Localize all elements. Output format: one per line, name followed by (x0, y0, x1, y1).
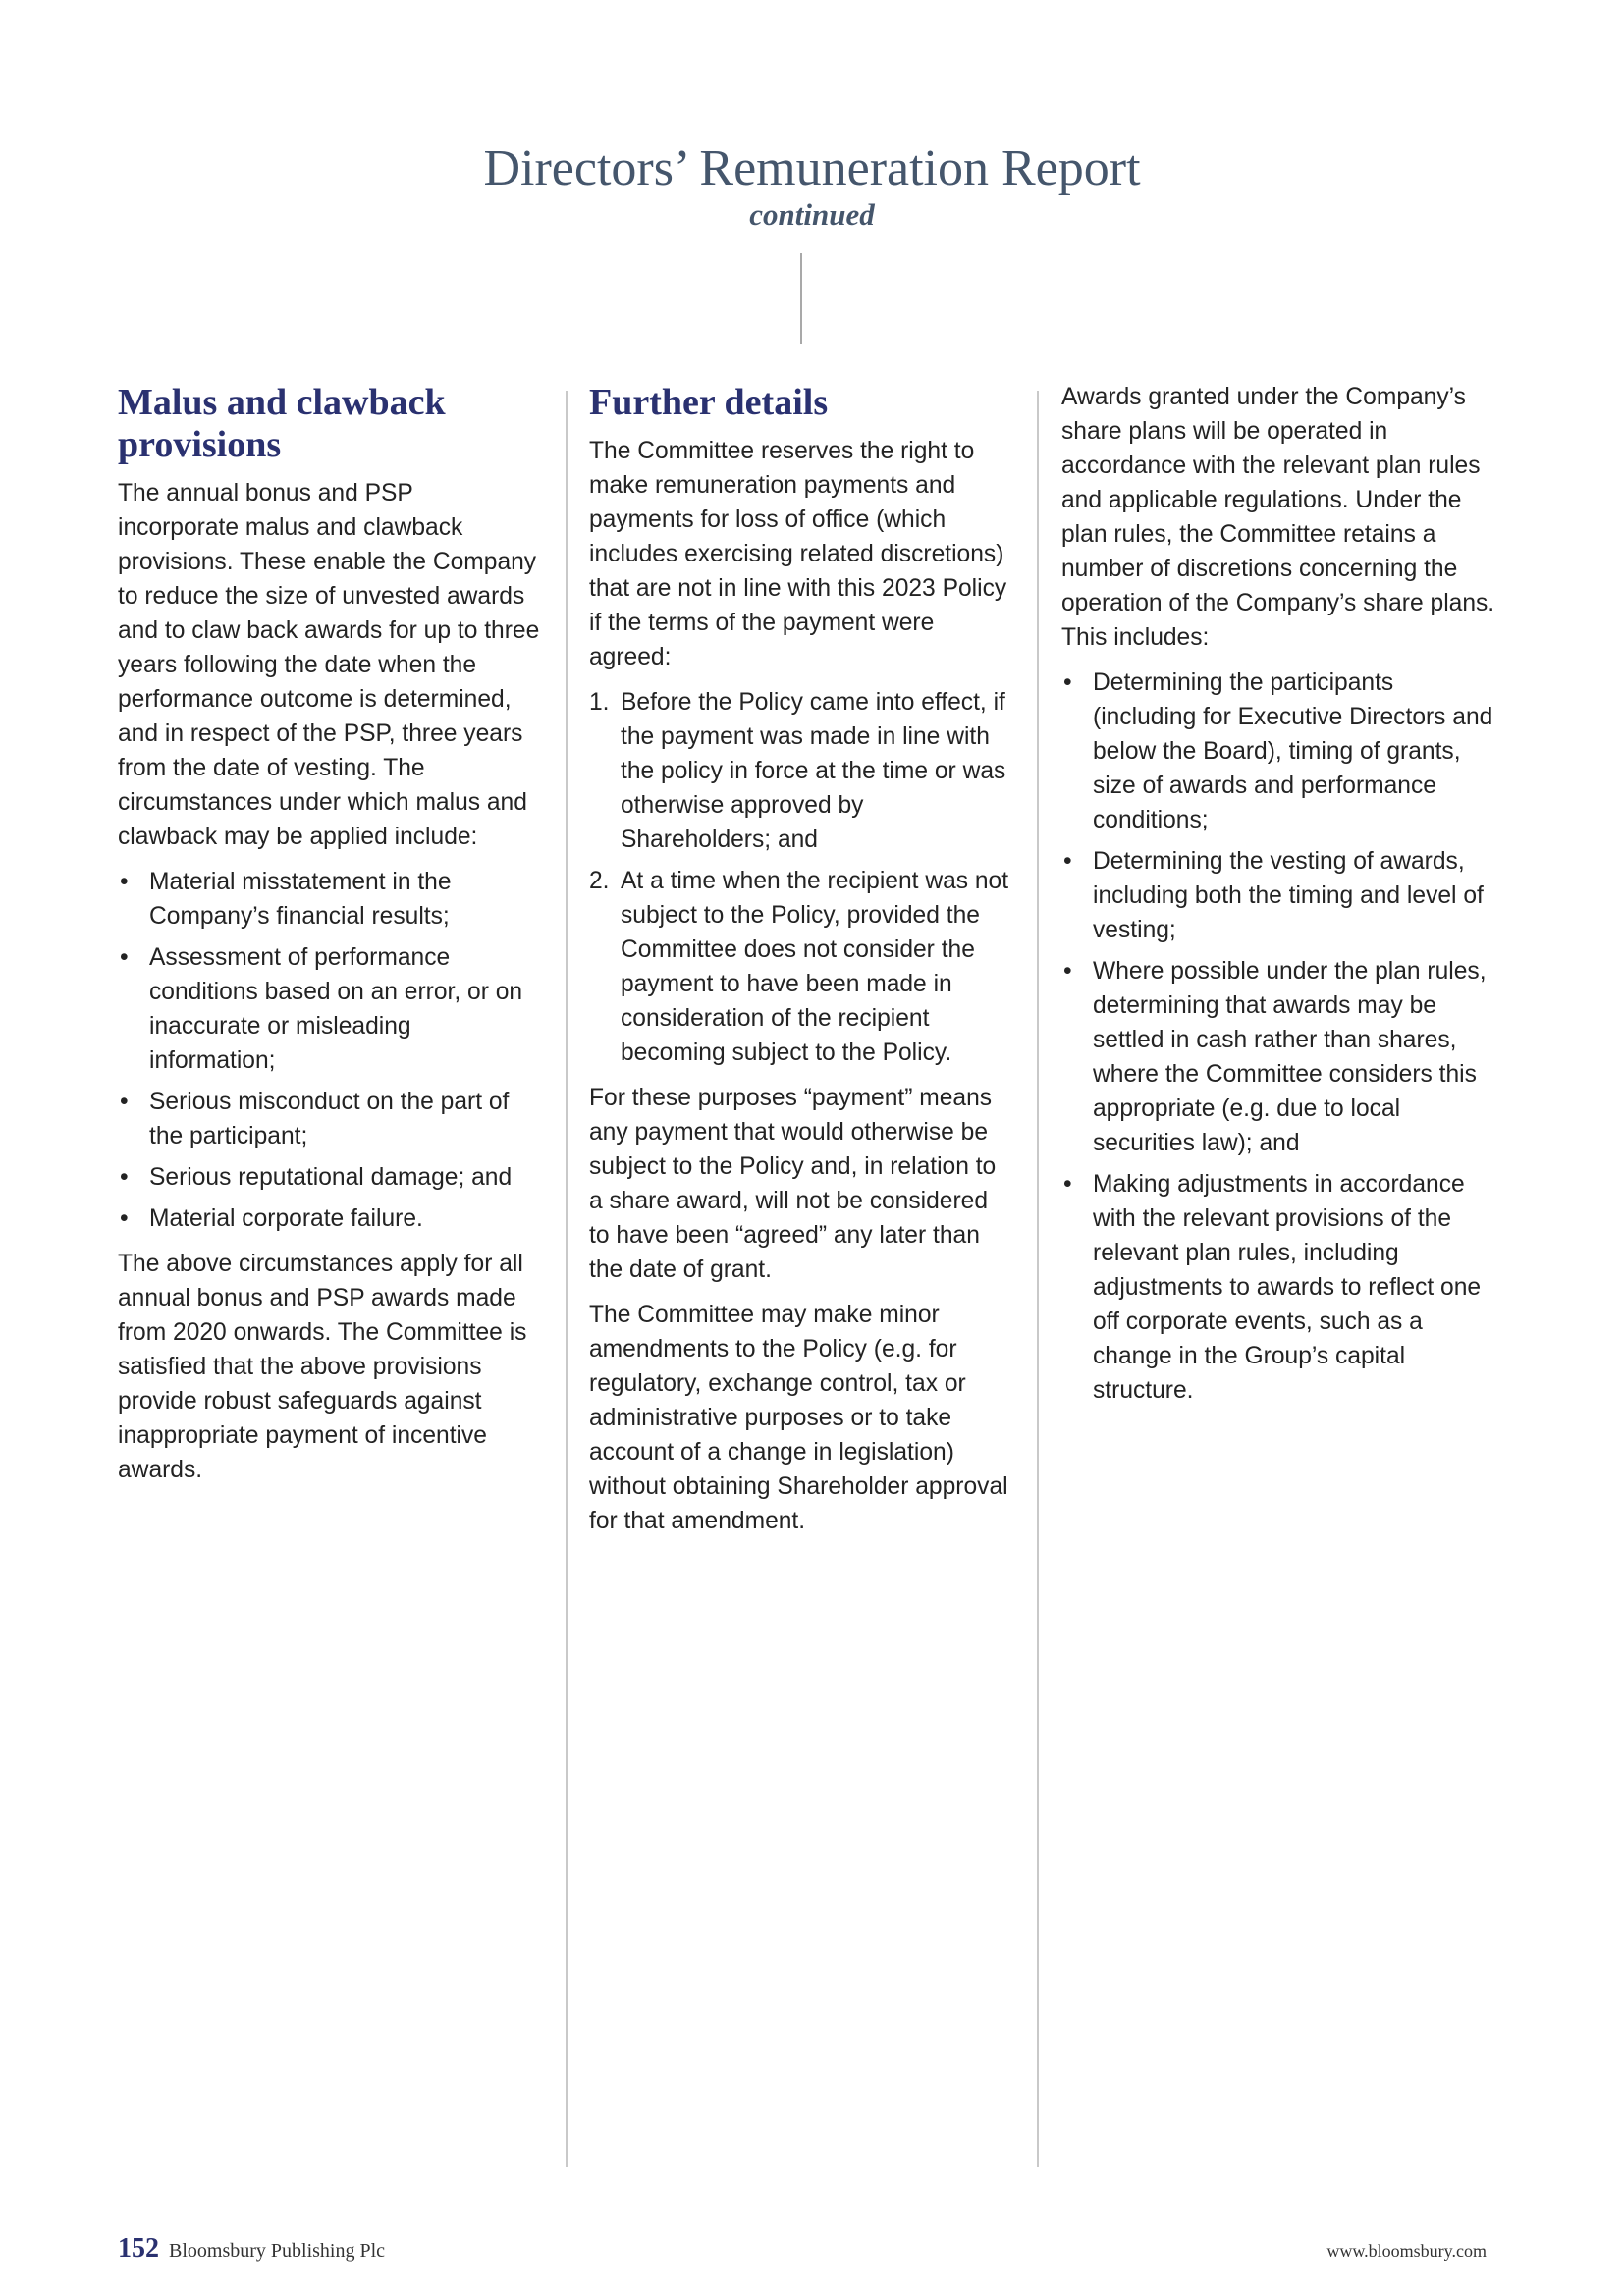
list-number: 1. (589, 689, 610, 716)
publisher-name: Bloomsbury Publishing Plc (169, 2240, 386, 2262)
page-number: 152 (118, 2233, 159, 2264)
column-share-plans (1061, 380, 1495, 1418)
bullet-icon: • (1063, 848, 1072, 875)
paragraph: Awards granted under the Company’s share plans will be operated in accordance with the relevant plan rules and applicable regulations. Under the plan rules, the Committee retains a number of discretions concerning the operation of the Company’s share plans. This includes: (1061, 384, 1495, 651)
bullet-icon: • (1063, 1171, 1072, 1198)
list-item: • Serious reputational damage; and (118, 1160, 540, 1195)
bullet-icon: • (1063, 669, 1072, 696)
bullet-icon: • (120, 944, 129, 971)
page-header (0, 139, 1624, 232)
page-subtitle: continued (749, 196, 875, 232)
column-divider-2 (1037, 391, 1039, 2167)
list-item: • Making adjustments in accordance with the relevant provisions of the relevant plan rules, including adjustments to awards to reflect one off corporate events, such as a change in the Group’s capital structure. (1061, 1167, 1495, 1408)
website-link[interactable]: www.bloomsbury.com (1326, 2241, 1487, 2261)
bullet-list (118, 865, 540, 1236)
column-divider-1 (566, 391, 568, 2167)
paragraph: For these purposes “payment” means any payment that would otherwise be subject to the Policy and, in relation to a share award, will not be considered to have been “agreed” any later than the date of grant. (589, 1085, 997, 1283)
numbered-list (589, 685, 1011, 1070)
paragraph: The annual bonus and PSP incorporate malus and clawback provisions. These enable the Company to reduce the size of unvested awards and to claw back awards for up to three years following the date when the performance outcome is determined, and in respect of the PSP, three years from the date of vesting. The circumstances under which malus and clawback may be applied include: (118, 480, 540, 850)
header-divider (800, 253, 802, 344)
bullet-icon: • (120, 1205, 129, 1232)
paragraph: The above circumstances apply for all annual bonus and PSP awards made from 2020 onwards. The Committee is satisfied that the above provisions provide robust safeguards against inappropriate payment of incentive awards. (118, 1251, 527, 1483)
list-item: • Determining the vesting of awards, including both the timing and level of vesting; (1061, 844, 1495, 947)
bullet-icon: • (120, 1089, 129, 1115)
list-item: • Material misstatement in the Company’s financial results; (118, 865, 540, 934)
paragraph: The Committee reserves the right to make remuneration payments and payments for loss of office (which includes exercising related discretions) that are not in line with this 2023 Policy if the terms of the payment were agreed: (589, 438, 1007, 670)
section-heading-malus: Malus and clawback provisions (118, 382, 446, 465)
list-item: 1. Before the Policy came into effect, if the payment was made in line with the policy in force at the time or was otherwise approved by Shareholders; and (589, 685, 1011, 857)
bullet-list (1061, 666, 1495, 1408)
section-heading-further-details: Further details (589, 382, 829, 423)
column-malus-clawback (118, 380, 540, 1498)
paragraph: The Committee may make minor amendments to the Policy (e.g. for regulatory, exchange control, tax or administrative purposes or to take account of a change in legislation) without obtaining Shareholder approval for that amendment. (589, 1302, 1008, 1534)
list-item: • Material corporate failure. (118, 1201, 540, 1236)
list-number: 2. (589, 868, 610, 894)
bullet-icon: • (120, 869, 129, 895)
bullet-icon: • (1063, 958, 1072, 985)
list-item: • Assessment of performance conditions based on an error, or on inaccurate or misleading information; (118, 940, 540, 1078)
page-title: Directors’ Remuneration Report (483, 140, 1141, 196)
list-item: • Serious misconduct on the part of the participant; (118, 1085, 540, 1153)
page-footer-left (118, 2233, 385, 2265)
list-item: • Where possible under the plan rules, determining that awards may be settled in cash rather than shares, where the Committee considers this appropriate (e.g. due to local securities law); and (1061, 954, 1495, 1160)
list-item: • Determining the participants (including for Executive Directors and below the Board), timing of grants, size of awards and performance conditions; (1061, 666, 1495, 837)
bullet-icon: • (120, 1164, 129, 1191)
list-item: 2. At a time when the recipient was not subject to the Policy, provided the Committee does not consider the payment to have been made in consideration of the recipient becoming subject to the Policy. (589, 864, 1011, 1070)
column-further-details (589, 380, 1011, 1549)
